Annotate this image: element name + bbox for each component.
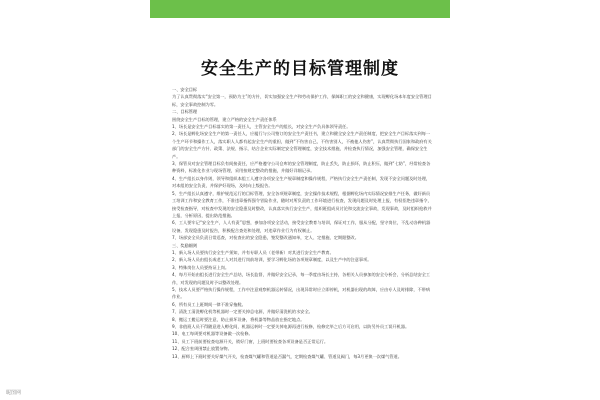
document-body xyxy=(172,86,432,360)
paragraph: 4、每月开始由组长进行安全生产总结，场长监督，并做好安全记录，每一季度由场长主持，各相关人员参加的安全分析会，分析总结安全工作，对发现的问题及时予以整改处理。 xyxy=(172,272,431,285)
paragraph: 11、员工下班前要检查电源开关，锁好门窗，上班时要检查各项设备是否正常运行。 xyxy=(172,338,329,344)
paragraph: 5、生产组长认真遵守，维护规范运行的目标管理，安全各项规章制度，安全操作技术规程，根据孵化场内实际情况安排生产任务，做好新员工培训工作和安全教育工作，不准违章指挥强令冒险作业，随时对所负责的工作环境进行检查，发现问题及时处理上报，有权拒绝违章指令，接受检查指导，对检查中发现的安全隐患及时整改，认真落实执行安全生产，组织班组成员讨论和交流安全事故，发现事故，及时组织抢救并上报，分析原因，提出防范措施。 xyxy=(172,190,432,218)
paragraph: 3、特殊岗位人员要持证上岗。 xyxy=(172,264,230,270)
paragraph: 7、场部安全员负责日常巡查，对检查出的安全隐患，签发整改通知单，定人、定措施、定期限整改。 xyxy=(172,235,359,241)
document-page xyxy=(150,0,450,400)
paragraph: 2、场长是孵化场安全生产的第一责任人，应履行与公司签订的安全生产责任书，建立和健全安全生产责任制度，把安全生产目标落实到每一个生产环节和操作工人，落实职人人都有起安全生产的重担，做到“不伤害自己，不伤害别人，不被他人伤害”，认真贯彻执行国家和政府有关部门的安全生产方针、政策、法规、指示，结合企业实际制定安全管理制度，安全技术措施，并检查执行情况，加强安全管理，确保安全生产。 xyxy=(172,131,432,159)
paragraph: 5、技术人员要严格执行操作规程，工作中注意观察机器运转情况，出现异常时应立即停机，对机器出现的故障，应由专人及时排除，不带病作业。 xyxy=(172,286,431,300)
section-heading: 一、安全目标 xyxy=(172,87,198,92)
watermark: 昵图网 xyxy=(6,390,22,396)
paragraph: 7、清洗工清洗孵化机等机器时一定要关掉总电源，并做好清洗机的水安全。 xyxy=(172,309,313,315)
paragraph: 4、生产组长以身作则，领导和组织本组工人遵守各项安全生产规章制度和操作规程，严格执行安全生产责任制，发现不安全问题及时处理，对本组的安全负责，并保护好现场，及时向上级报告。 xyxy=(172,175,431,189)
paragraph: 13、厨师上下班时要关好煤气开关，检查煤气罐和管道是否漏气，定期检查煤气罐、管道及阀门，每3月更换一次煤气管道。 xyxy=(172,353,402,359)
paragraph: 10、电工每周要对机器等设备做一次检修。 xyxy=(172,331,253,337)
paragraph: 为了认真贯彻落实“安全第一，预防为主”的方针，切实加强安全生产和劳动保护工作，保障职工的安全和健康，实现孵化场本年度安全管理目标，安全事故控制为零。 xyxy=(172,94,432,107)
section-heading: 二、目标管理 xyxy=(172,109,198,115)
paragraph: 2、新入场人员由组长或老工人对其进行岗前培训，要学习孵化场的各项规章制度，以及生产中的注意事项。 xyxy=(172,257,372,263)
paragraph: 1、场长是安全生产目标落实的第一责任人，主管安全生产的组长，对安全生产负具体领导责任。 xyxy=(172,124,351,130)
paragraph: 围绕安全生产目标的管理，建立严格的安全生产责任体系 xyxy=(172,116,277,122)
paragraph: 3、保管员对安全管理目标负有间接责任，应严格遵守公司仓库的安全管理制度，防止丢失，防止损坏，防止积压，做到“七防”，经常检查各种资料，标准化作业与现场管理，采用按规定整改的措施，并做好详细记录。 xyxy=(172,161,431,174)
paragraph: 6、所有员工上班期间一律不准穿拖鞋。 xyxy=(172,301,246,307)
paragraph: 1、新入场人员要执行安全生产须知，并有专职人员（老带新）对其进行安全生产教育。 xyxy=(172,249,334,255)
paragraph: 12、配合室周围禁止放置杂物。 xyxy=(172,346,232,352)
paragraph: 6、工人要牢记“安全生产，人人有责”思想，参加各项安全活动，接受安全教育与培训，保证对工作，服从分配，坚守岗位，不乱动各种机器设备，发现隐患及时报告，积极配合查处和处理，对违章作业行为有权制止。 xyxy=(172,220,431,233)
paragraph: 8、搬运工搬运时要注意，防止损坏设备，将机器等物品放在指定地点。 xyxy=(172,316,305,322)
header-bar xyxy=(150,0,450,18)
paragraph: 9、非值班人员不得随意进入孵化间，机器运转时一定要关掉电源再进行检修，检修完毕之后方可启用，以防另外员工误开机器。 xyxy=(172,324,410,329)
section-heading: 三、奖励细则 xyxy=(172,242,198,248)
document-title: 安全生产的目标管理制度 xyxy=(201,59,399,79)
